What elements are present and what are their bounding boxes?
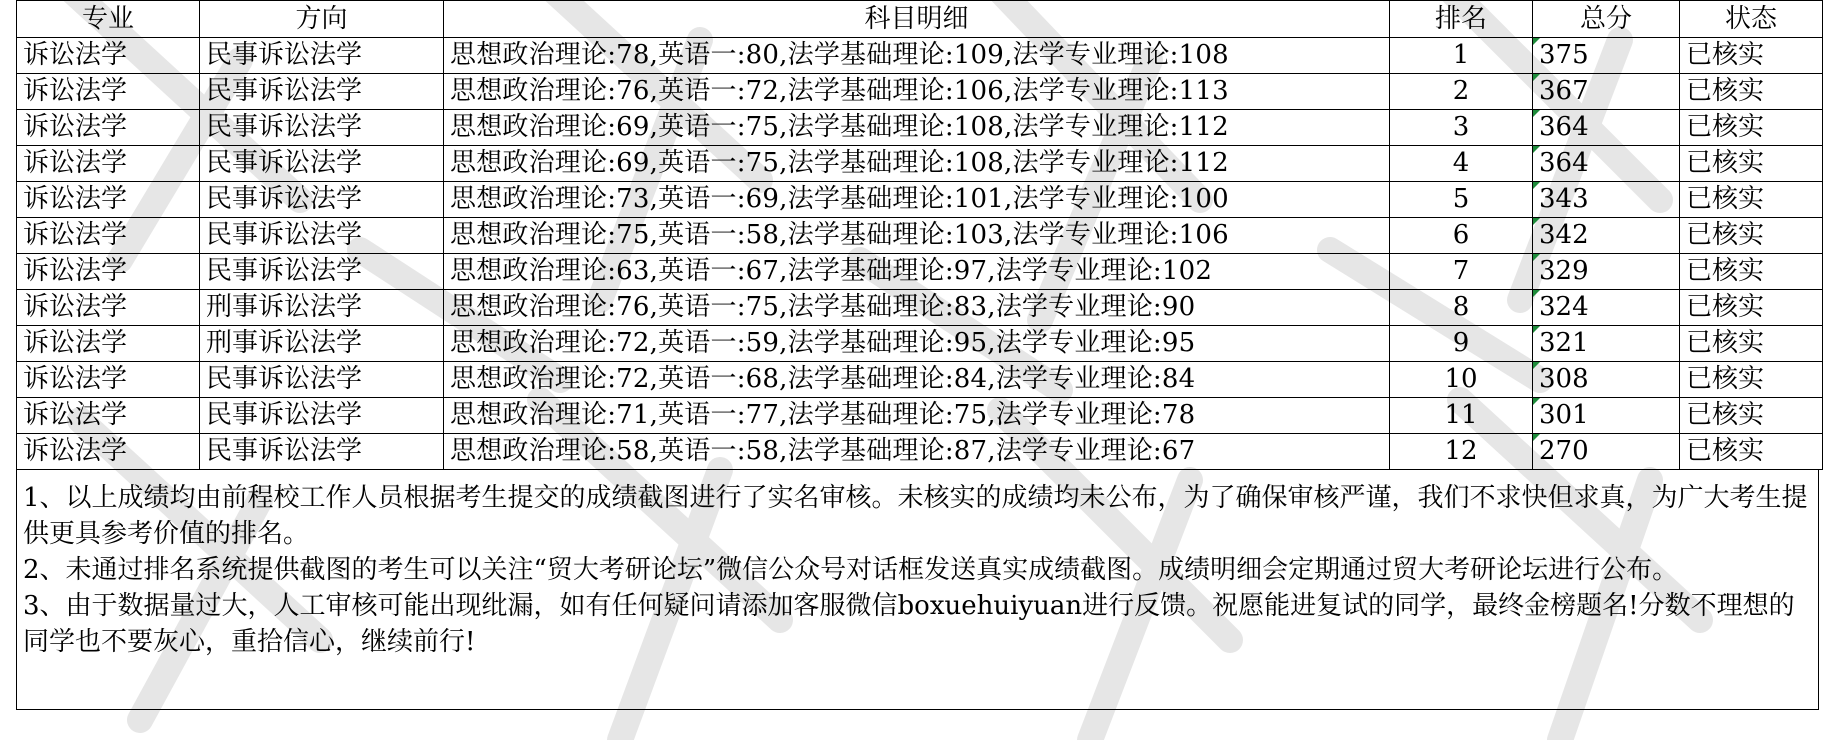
cell-subject-detail: 思想政治理论:63,英语一:67,法学基础理论:97,法学专业理论:102: [444, 254, 1390, 290]
cell-subject-detail: 思想政治理论:76,英语一:72,法学基础理论:106,法学专业理论:113: [444, 74, 1390, 110]
cell-direction: 民事诉讼法学: [200, 218, 444, 254]
cell-major: 诉讼法学: [17, 326, 200, 362]
table-row: [17, 218, 1823, 254]
table-row: [17, 182, 1823, 218]
table-row: [17, 290, 1823, 326]
cell-status: 已核实: [1680, 254, 1823, 290]
cell-comment-marker: [1533, 362, 1540, 369]
cell-status: 已核实: [1680, 38, 1823, 74]
cell-comment-marker: [1533, 290, 1540, 297]
header-subject-detail: 科目明细: [444, 1, 1390, 38]
cell-comment-marker: [1533, 74, 1540, 81]
cell-comment-marker: [1533, 182, 1540, 189]
total-score-value: 270: [1539, 436, 1589, 466]
ranking-table: [16, 0, 1823, 470]
table-row: [17, 38, 1823, 74]
cell-direction: 刑事诉讼法学: [200, 326, 444, 362]
cell-subject-detail: 思想政治理论:73,英语一:69,法学基础理论:101,法学专业理论:100: [444, 182, 1390, 218]
cell-subject-detail: 思想政治理论:75,英语一:58,法学基础理论:103,法学专业理论:106: [444, 218, 1390, 254]
score-sheet: [16, 0, 1822, 710]
cell-total-score: [1533, 182, 1680, 218]
cell-comment-marker: [1533, 254, 1540, 261]
total-score-value: 364: [1539, 148, 1589, 178]
total-score-value: 321: [1539, 328, 1589, 358]
cell-total-score: [1533, 146, 1680, 182]
table-row: [17, 434, 1823, 470]
cell-subject-detail: 思想政治理论:76,英语一:75,法学基础理论:83,法学专业理论:90: [444, 290, 1390, 326]
cell-subject-detail: 思想政治理论:72,英语一:59,法学基础理论:95,法学专业理论:95: [444, 326, 1390, 362]
cell-status: 已核实: [1680, 434, 1823, 470]
cell-comment-marker: [1533, 110, 1540, 117]
cell-comment-marker: [1533, 146, 1540, 153]
cell-status: 已核实: [1680, 218, 1823, 254]
cell-subject-detail: 思想政治理论:71,英语一:77,法学基础理论:75,法学专业理论:78: [444, 398, 1390, 434]
cell-rank: 5: [1390, 182, 1533, 218]
cell-direction: 民事诉讼法学: [200, 182, 444, 218]
total-score-value: 343: [1539, 184, 1589, 214]
cell-direction: 民事诉讼法学: [200, 362, 444, 398]
cell-rank: 1: [1390, 38, 1533, 74]
cell-status: 已核实: [1680, 290, 1823, 326]
total-score-value: 324: [1539, 292, 1589, 322]
cell-subject-detail: 思想政治理论:69,英语一:75,法学基础理论:108,法学专业理论:112: [444, 146, 1390, 182]
cell-total-score: [1533, 74, 1680, 110]
total-score-value: 301: [1539, 400, 1589, 430]
cell-direction: 民事诉讼法学: [200, 74, 444, 110]
cell-rank: 2: [1390, 74, 1533, 110]
cell-direction: 刑事诉讼法学: [200, 290, 444, 326]
table-row: [17, 74, 1823, 110]
header-total-score: 总分: [1533, 1, 1680, 38]
cell-major: 诉讼法学: [17, 434, 200, 470]
cell-total-score: [1533, 326, 1680, 362]
table-row: [17, 362, 1823, 398]
cell-rank: 7: [1390, 254, 1533, 290]
cell-rank: 11: [1390, 398, 1533, 434]
total-score-value: 329: [1539, 256, 1589, 286]
total-score-value: 367: [1539, 76, 1589, 106]
table-row: [17, 146, 1823, 182]
cell-status: 已核实: [1680, 74, 1823, 110]
header-rank: 排名: [1390, 1, 1533, 38]
cell-total-score: [1533, 254, 1680, 290]
total-score-value: 308: [1539, 364, 1589, 394]
total-score-value: 342: [1539, 220, 1589, 250]
cell-status: 已核实: [1680, 362, 1823, 398]
cell-rank: 4: [1390, 146, 1533, 182]
cell-comment-marker: [1533, 218, 1540, 225]
cell-comment-marker: [1533, 38, 1540, 45]
cell-major: 诉讼法学: [17, 398, 200, 434]
total-score-value: 375: [1539, 40, 1589, 70]
cell-rank: 6: [1390, 218, 1533, 254]
notes-box: [16, 470, 1819, 710]
cell-major: 诉讼法学: [17, 254, 200, 290]
table-row: [17, 254, 1823, 290]
cell-major: 诉讼法学: [17, 110, 200, 146]
cell-comment-marker: [1533, 326, 1540, 333]
cell-rank: 3: [1390, 110, 1533, 146]
cell-rank: 12: [1390, 434, 1533, 470]
cell-total-score: [1533, 38, 1680, 74]
cell-major: 诉讼法学: [17, 362, 200, 398]
table-row: [17, 326, 1823, 362]
cell-subject-detail: 思想政治理论:78,英语一:80,法学基础理论:109,法学专业理论:108: [444, 38, 1390, 74]
cell-major: 诉讼法学: [17, 38, 200, 74]
cell-comment-marker: [1533, 434, 1540, 441]
cell-status: 已核实: [1680, 398, 1823, 434]
table-row: [17, 110, 1823, 146]
cell-total-score: [1533, 110, 1680, 146]
cell-major: 诉讼法学: [17, 74, 200, 110]
note-1: 1、以上成绩均由前程校工作人员根据考生提交的成绩截图进行了实名审核。未核实的成绩均未公布，为了确保审核严谨，我们不求快但求真，为广大考生提供更具参考价值的排名。: [23, 483, 1808, 549]
cell-status: 已核实: [1680, 182, 1823, 218]
cell-subject-detail: 思想政治理论:69,英语一:75,法学基础理论:108,法学专业理论:112: [444, 110, 1390, 146]
cell-total-score: [1533, 398, 1680, 434]
cell-status: 已核实: [1680, 110, 1823, 146]
note-2: 2、未通过排名系统提供截图的考生可以关注“贸大考研论坛”微信公众号对话框发送真实成绩截图。成绩明细会定期通过贸大考研论坛进行公布。: [23, 555, 1679, 585]
header-status: 状态: [1680, 1, 1823, 38]
header-direction: 方向: [200, 1, 444, 38]
cell-status: 已核实: [1680, 326, 1823, 362]
cell-rank: 8: [1390, 290, 1533, 326]
cell-direction: 民事诉讼法学: [200, 254, 444, 290]
cell-major: 诉讼法学: [17, 182, 200, 218]
cell-major: 诉讼法学: [17, 290, 200, 326]
cell-direction: 民事诉讼法学: [200, 110, 444, 146]
cell-rank: 10: [1390, 362, 1533, 398]
cell-direction: 民事诉讼法学: [200, 38, 444, 74]
cell-total-score: [1533, 362, 1680, 398]
cell-total-score: [1533, 434, 1680, 470]
total-score-value: 364: [1539, 112, 1589, 142]
cell-direction: 民事诉讼法学: [200, 434, 444, 470]
note-3: 3、由于数据量过大，人工审核可能出现纰漏，如有任何疑问请添加客服微信boxuehuiyuan进行反馈。祝愿能进复试的同学，最终金榜题名!分数不理想的同学也不要灰心，重拾信心，继续前行!: [23, 591, 1795, 657]
cell-subject-detail: 思想政治理论:72,英语一:68,法学基础理论:84,法学专业理论:84: [444, 362, 1390, 398]
cell-major: 诉讼法学: [17, 218, 200, 254]
table-header-row: [17, 1, 1823, 38]
cell-direction: 民事诉讼法学: [200, 146, 444, 182]
cell-major: 诉讼法学: [17, 146, 200, 182]
cell-total-score: [1533, 218, 1680, 254]
cell-comment-marker: [1533, 398, 1540, 405]
cell-status: 已核实: [1680, 146, 1823, 182]
header-major: 专业: [17, 1, 200, 38]
table-row: [17, 398, 1823, 434]
cell-subject-detail: 思想政治理论:58,英语一:58,法学基础理论:87,法学专业理论:67: [444, 434, 1390, 470]
cell-total-score: [1533, 290, 1680, 326]
cell-rank: 9: [1390, 326, 1533, 362]
cell-direction: 民事诉讼法学: [200, 398, 444, 434]
